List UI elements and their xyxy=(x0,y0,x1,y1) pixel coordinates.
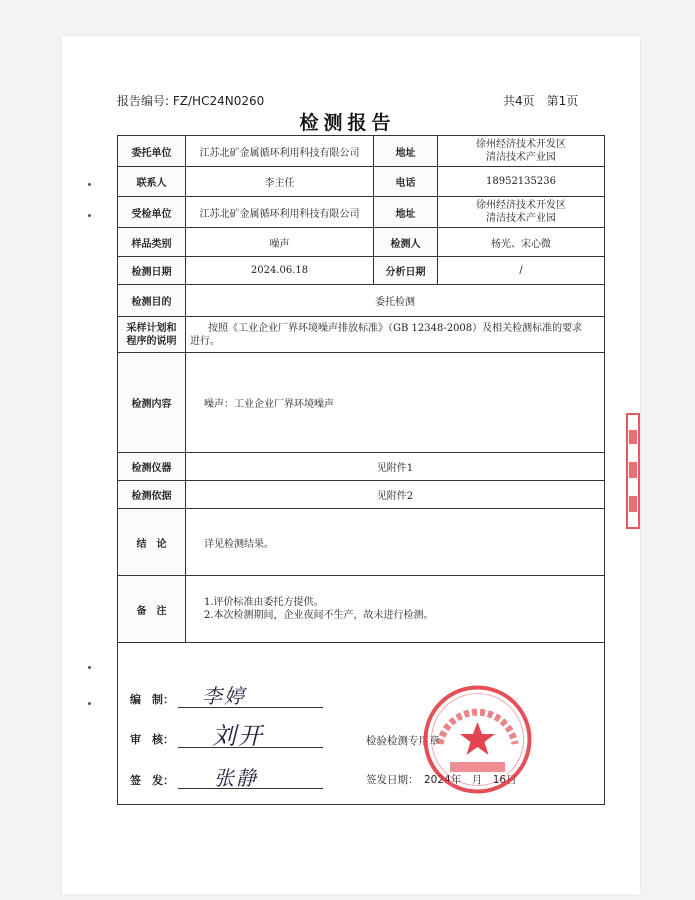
inspector-value: 杨光、宋心微 xyxy=(438,228,605,257)
table-row xyxy=(118,167,605,197)
client-label: 委托单位 xyxy=(118,136,186,167)
table-row xyxy=(118,228,605,257)
remark-label: 备 注 xyxy=(118,576,186,643)
date-label: 检测日期 xyxy=(118,257,186,285)
phone-label: 电话 xyxy=(374,167,438,197)
page-title: 检测报告 xyxy=(299,112,396,134)
instrument-label: 检测仪器 xyxy=(118,453,186,481)
analysis-label: 分析日期 xyxy=(374,257,438,285)
address-label: 地址 xyxy=(374,136,438,167)
plan-value: 按照《工业企业厂界环境噪声排放标准》（GB 12348-2008）及相关检测标准的要求 进行。 xyxy=(186,317,605,353)
table-row xyxy=(118,197,605,228)
editor-line xyxy=(178,706,323,708)
issue-date-label: 签发日期： xyxy=(366,774,419,786)
page-info: 共4页 第1页 xyxy=(503,94,579,108)
remark-value: 1.评价标准由委托方提供。 2.本次检测期间，企业夜间不生产，故未进行检测。 xyxy=(186,576,605,643)
margin-dot xyxy=(88,214,91,217)
conclusion-value: 详见检测结果。 xyxy=(186,509,605,576)
basis-label: 检测依据 xyxy=(118,481,186,509)
reviewer-signature: 刘开 xyxy=(212,722,264,750)
table-row xyxy=(118,576,605,643)
issuer-signature: 张静 xyxy=(214,766,258,790)
table-row xyxy=(118,509,605,576)
analysis-value: / xyxy=(438,257,605,285)
editor-label: 编 制： xyxy=(130,693,174,706)
plan-label: 采样计划和 程序的说明 xyxy=(118,317,186,353)
purpose-label: 检测目的 xyxy=(118,285,186,317)
conclusion-label: 结 论 xyxy=(118,509,186,576)
table-row xyxy=(118,285,605,317)
issue-date-value: 2024年 月 16日 xyxy=(424,774,517,786)
address-value: 徐州经济技术开发区 清洁技术产业园 xyxy=(438,136,605,167)
address2-label: 地址 xyxy=(374,197,438,228)
seal-label: 检验检测专用章 xyxy=(366,735,440,747)
margin-dot xyxy=(88,183,91,186)
purpose-value: 委托检测 xyxy=(186,285,605,317)
table-row xyxy=(118,317,605,353)
reviewer-label: 审 核： xyxy=(130,733,174,746)
address2-value: 徐州经济技术开发区 清洁技术产业园 xyxy=(438,197,605,228)
edge-stamp-icon xyxy=(626,412,640,530)
editor-signature: 李婷 xyxy=(202,684,246,708)
margin-dot xyxy=(88,702,91,705)
inspected-value: 江苏北矿金属循环利用科技有限公司 xyxy=(186,197,374,228)
table-row xyxy=(118,136,605,167)
sample-value: 噪声 xyxy=(186,228,374,257)
margin-dot xyxy=(88,666,91,669)
official-seal-icon xyxy=(420,682,535,797)
phone-value: 18952135236 xyxy=(438,167,605,197)
contact-value: 李主任 xyxy=(186,167,374,197)
basis-value: 见附件2 xyxy=(186,481,605,509)
table-row xyxy=(118,481,605,509)
issuer-label: 签 发： xyxy=(130,774,174,787)
inspected-label: 受检单位 xyxy=(118,197,186,228)
content-label: 检测内容 xyxy=(118,353,186,453)
table-row xyxy=(118,353,605,453)
date-value: 2024.06.18 xyxy=(186,257,374,285)
sample-label: 样品类别 xyxy=(118,228,186,257)
content-value: 噪声：工业企业厂界环境噪声 xyxy=(186,353,605,453)
instrument-value: 见附件1 xyxy=(186,453,605,481)
contact-label: 联系人 xyxy=(118,167,186,197)
table-row xyxy=(118,257,605,285)
table-row xyxy=(118,453,605,481)
inspector-label: 检测人 xyxy=(374,228,438,257)
client-value: 江苏北矿金属循环利用科技有限公司 xyxy=(186,136,374,167)
report-number: 报告编号: FZ/HC24N0260 xyxy=(117,94,265,108)
